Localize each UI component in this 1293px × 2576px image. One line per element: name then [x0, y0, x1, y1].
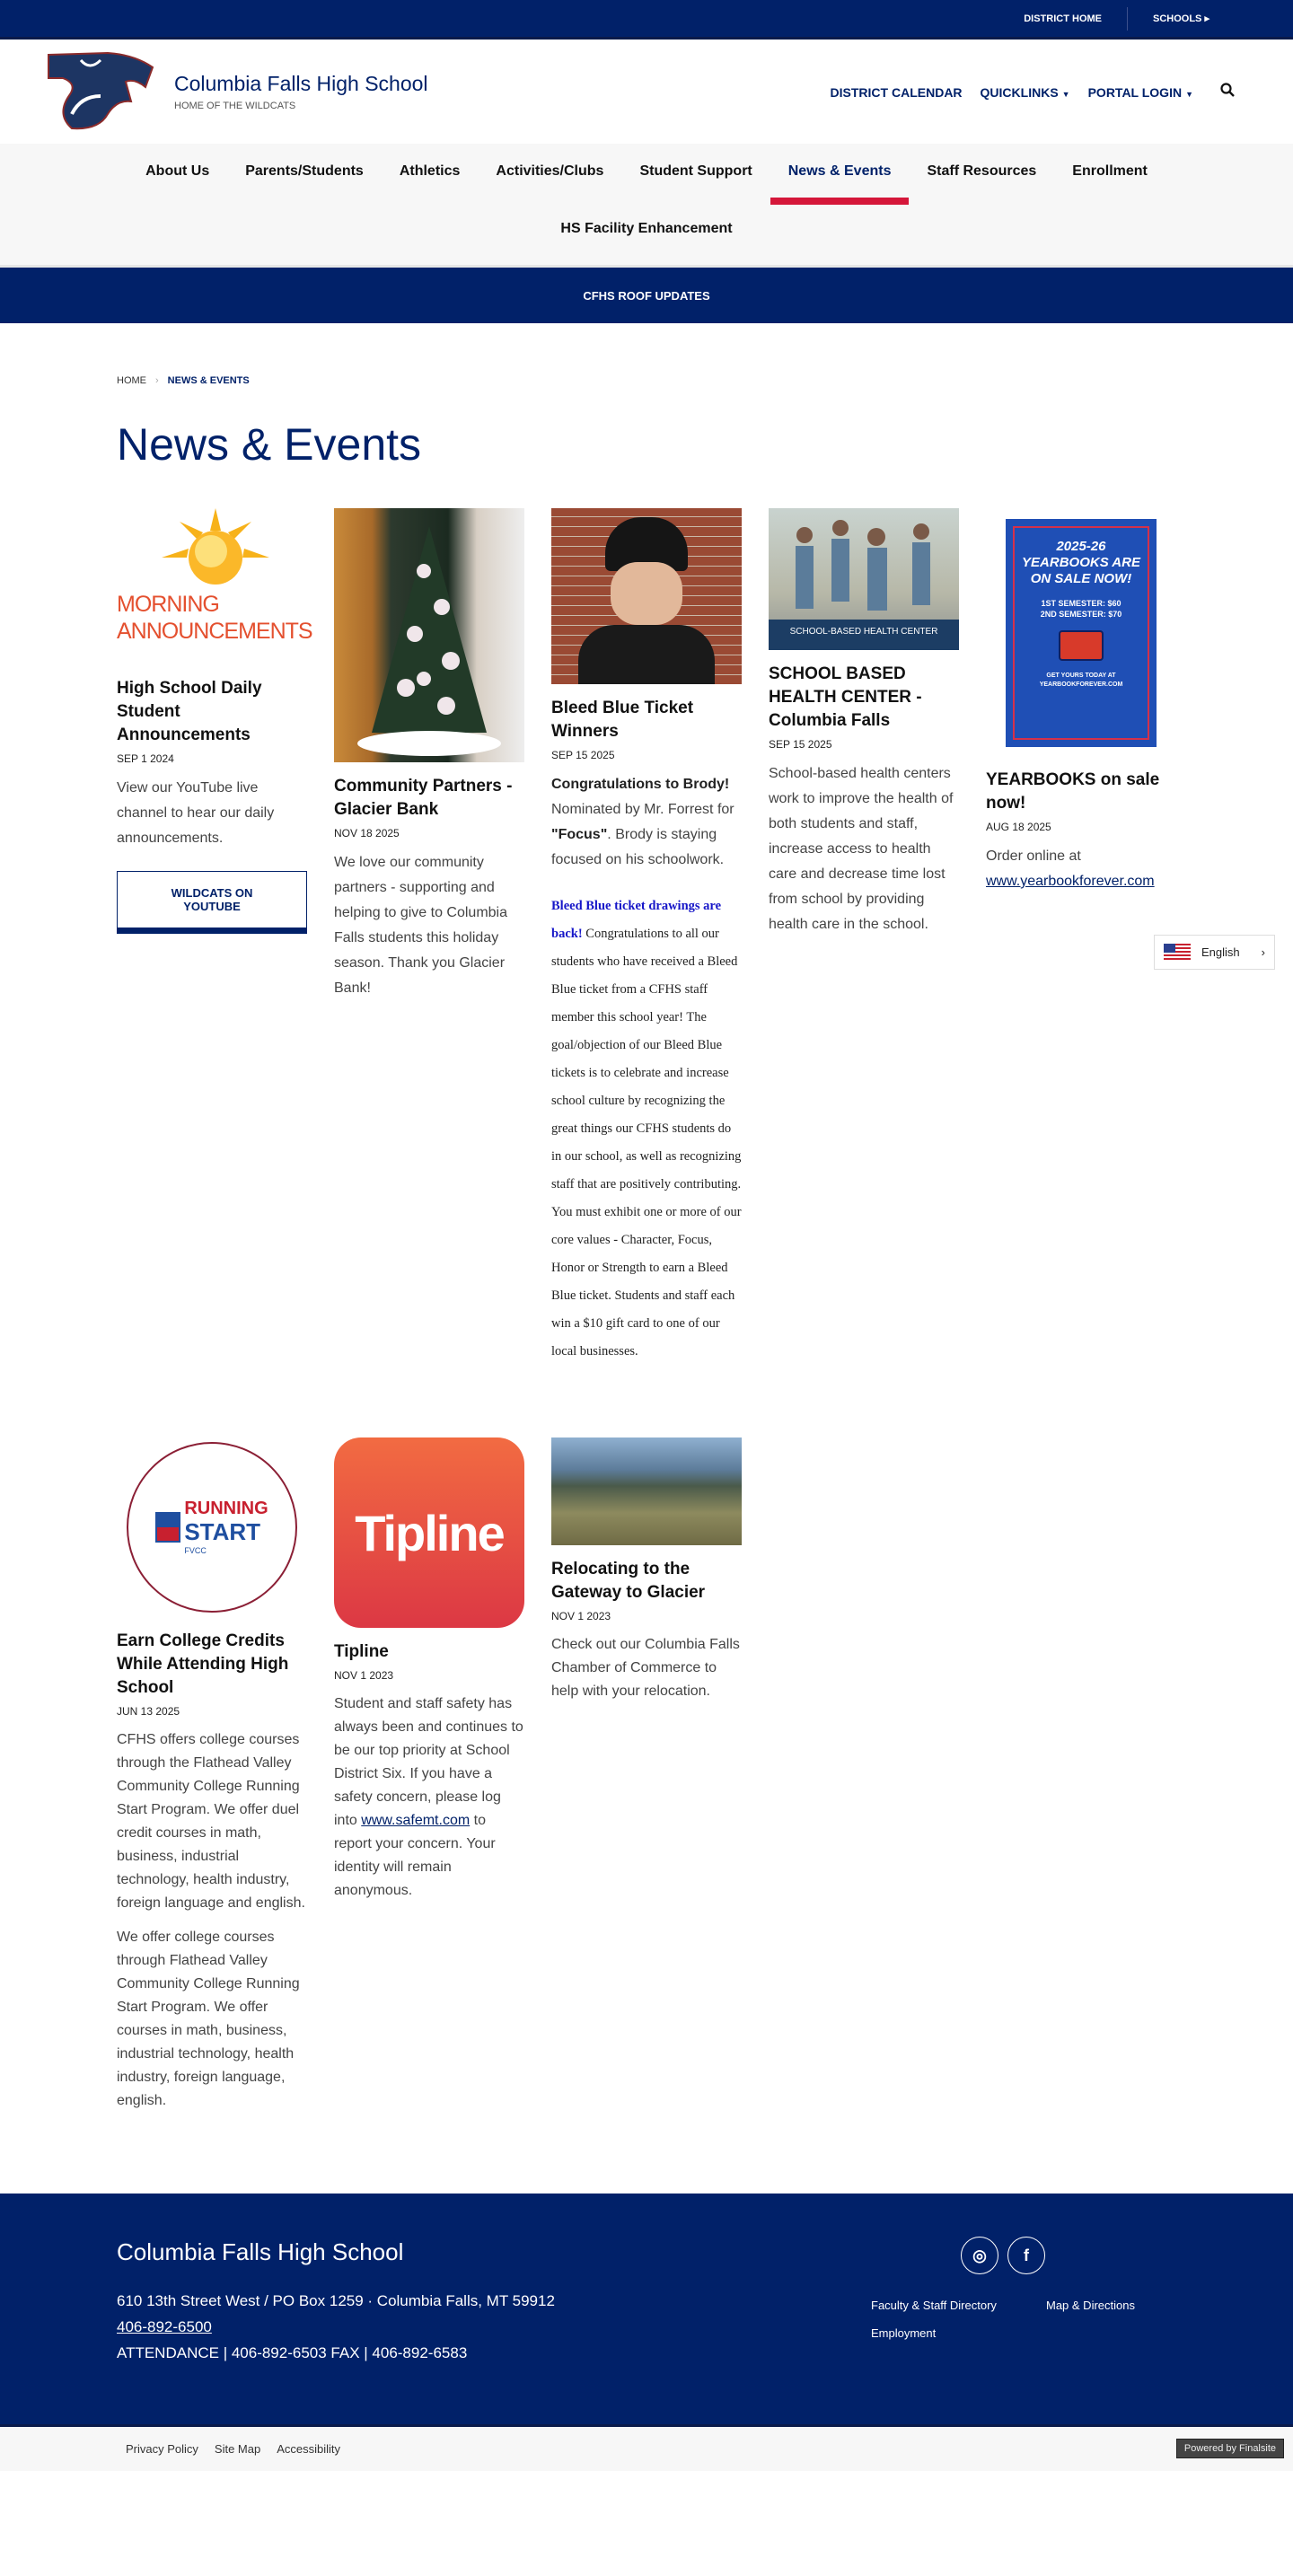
morning-announcements-image[interactable]: [117, 508, 312, 650]
caret-down-icon: ▼: [1061, 89, 1070, 99]
card-date: AUG 18 2025: [986, 821, 1051, 833]
card-body: [334, 1692, 524, 1903]
roof-updates-banner[interactable]: CFHS ROOF UPDATES: [0, 268, 1293, 323]
card-title[interactable]: Bleed Blue Ticket Winners: [551, 699, 694, 741]
card-title[interactable]: Community Partners - Glacier Bank: [334, 777, 513, 819]
card-date: SEP 15 2025: [551, 749, 615, 761]
valley-aerial-photo[interactable]: [551, 1437, 742, 1545]
card-text: Nominated by Mr. Forrest for: [551, 802, 734, 817]
tipline-logo[interactable]: [334, 1437, 524, 1628]
image-text: MORNING: [117, 592, 219, 617]
news-grid-row-1: [0, 508, 1293, 1366]
card-body: School-based health centers work to improve the health of both students and staff, increase access to health care and decrease time lost from school by providing health care in the school.: [769, 766, 954, 932]
image-text: ANNOUNCEMENTS: [117, 619, 312, 644]
site-footer: [0, 2194, 1293, 2427]
card-date: SEP 1 2024: [117, 752, 174, 765]
card-emphasis: "Focus": [551, 827, 608, 842]
site-header: [0, 40, 1293, 144]
bottom-bar: [0, 2427, 1293, 2471]
quicklinks-label: QUICKLINKS: [980, 84, 1059, 100]
site-map-link[interactable]: Site Map: [214, 2442, 261, 2456]
yearbook-link[interactable]: www.yearbookforever.com: [986, 874, 1155, 889]
news-card: [117, 508, 312, 934]
chevron-right-icon: ›: [1261, 945, 1265, 959]
camera-icon: [1059, 630, 1104, 661]
card-title[interactable]: High School Daily Student Announcements: [117, 679, 262, 744]
fvcc-mark-icon: [155, 1512, 180, 1543]
student-photo[interactable]: [551, 508, 742, 684]
running-start-logo[interactable]: [117, 1437, 307, 1617]
card-title[interactable]: SCHOOL BASED HEALTH CENTER - Columbia Falls: [769, 664, 922, 730]
card-date: SEP 15 2025: [769, 738, 832, 751]
instagram-icon[interactable]: ◎: [961, 2237, 998, 2274]
schools-dropdown[interactable]: [1128, 13, 1235, 24]
facebook-icon[interactable]: f: [1007, 2237, 1045, 2274]
card-date: NOV 1 2023: [551, 1610, 611, 1622]
card-headline: Bleed Blue ticket drawings are back!: [551, 899, 722, 941]
breadcrumb-home[interactable]: HOME: [117, 375, 146, 386]
logo-text: START: [184, 1518, 261, 1545]
card-body-extended: [551, 892, 742, 1366]
utility-bar: [0, 0, 1293, 40]
card-body: We love our community partners - supporting and helping to give to Columbia Falls students this holiday season. Thank you Glacier Bank!: [334, 855, 508, 996]
news-card: [117, 1437, 307, 2113]
portal-login-dropdown[interactable]: [1088, 85, 1193, 100]
nav-enrollment[interactable]: Enrollment: [1072, 163, 1148, 179]
card-title[interactable]: Earn College Credits While Attending High School: [117, 1631, 289, 1697]
card-date: NOV 18 2025: [334, 827, 400, 840]
card-title[interactable]: YEARBOOKS on sale now!: [986, 770, 1160, 813]
news-card: [769, 508, 959, 937]
search-icon[interactable]: [1220, 83, 1235, 101]
card-text: Order online at: [986, 848, 1081, 864]
card-body: CFHS offers college courses through the Flathead Valley Community College Running Start Program. We offer duel credit courses in math, business, industrial technology, health industry, foreign language and english.: [117, 1732, 305, 1911]
safemt-link[interactable]: www.safemt.com: [361, 1813, 471, 1828]
chevron-right-icon: ›: [155, 375, 159, 386]
us-flag-icon: [1164, 944, 1191, 962]
news-card: [986, 508, 1176, 894]
footer-address: 610 13th Street West / PO Box 1259 · Columbia Falls, MT 59912: [117, 2292, 555, 2309]
employment-link[interactable]: Employment: [871, 2326, 937, 2340]
footer-address-block: [117, 2288, 555, 2366]
health-center-image[interactable]: [769, 508, 959, 650]
quicklinks-dropdown[interactable]: [981, 85, 1070, 100]
card-body: Check out our Columbia Falls Chamber of Commerce to help with your relocation.: [551, 1637, 740, 1699]
card-body: We offer college courses through Flathead Valley Community College Running Start Program. We offer courses in math, business, industrial technology, health industry, foreign language, english.: [117, 1930, 300, 2108]
card-title[interactable]: Relocating to the Gateway to Glacier: [551, 1560, 706, 1602]
card-text: . Brody is staying focused on his schoolwork.: [551, 827, 725, 867]
school-tagline: HOME OF THE WILDCATS: [174, 101, 296, 111]
card-body: [986, 844, 1176, 894]
schools-label: SCHOOLS: [1153, 13, 1202, 24]
news-grid-row-2: [0, 1437, 1293, 2113]
card-title[interactable]: Tipline: [334, 1642, 389, 1661]
card-lead: Congratulations to Brody!: [551, 777, 730, 792]
caret-down-icon: ▼: [1185, 89, 1193, 99]
card-text: to report your concern. Your identity will remain anonymous.: [334, 1813, 496, 1898]
logo-text: Tipline: [355, 1504, 504, 1561]
nav-student-support[interactable]: Student Support: [639, 163, 752, 179]
page-title: News & Events: [117, 419, 422, 470]
language-label: English: [1201, 945, 1240, 959]
privacy-policy-link[interactable]: Privacy Policy: [126, 2442, 198, 2456]
poster-price: 2ND SEMESTER: $70: [1040, 610, 1122, 619]
card-text: Congratulations to all our students who have received a Bleed Blue ticket from a CFHS staff member this school year! The goal/objection of our Bleed Blue tickets is to celebrate and increase school culture by recognizing the great things our CFHS students do in our school, as well as recognizing staff that are positively contributing. You must exhibit one or more of our core values - Character, Focus, Honor or Strength to earn a Bleed Blue ticket. Students and staff each win a $10 gift card to one of our local businesses.: [551, 927, 742, 1358]
faculty-staff-directory-link[interactable]: Faculty & Staff Directory: [871, 2299, 997, 2312]
caret-right-icon: ▸: [1204, 13, 1209, 24]
portal-login-label: PORTAL LOGIN: [1087, 84, 1183, 100]
breadcrumb-current: NEWS & EVENTS: [167, 375, 250, 386]
powered-by-finalsite-badge[interactable]: Powered by Finalsite: [1176, 2439, 1284, 2458]
footer-school-name: Columbia Falls High School: [117, 2238, 404, 2265]
footer-phone-link[interactable]: 406-892-6500: [117, 2318, 212, 2335]
card-text: Student and staff safety has always been and continues to be our top priority at School District Six. If you have a safety concern, please log into: [334, 1696, 523, 1828]
nav-about-us[interactable]: About Us: [145, 163, 210, 179]
nav-news-events[interactable]: News & Events: [770, 144, 910, 205]
nav-activities-clubs[interactable]: Activities/Clubs: [496, 163, 604, 179]
news-card: [551, 1437, 742, 1703]
news-card: [334, 1437, 524, 1903]
main-nav: [0, 144, 1293, 268]
school-name[interactable]: Columbia Falls High School: [174, 72, 428, 95]
news-card: [334, 508, 524, 1001]
image-caption: SCHOOL-BASED HEALTH CENTER: [769, 620, 959, 650]
yearbook-poster[interactable]: [1006, 519, 1157, 747]
accessibility-link[interactable]: Accessibility: [277, 2442, 341, 2456]
map-directions-link[interactable]: Map & Directions: [1046, 2299, 1135, 2312]
card-body: [551, 772, 742, 873]
wildcat-logo[interactable]: [45, 51, 160, 132]
logo-text: RUNNING: [184, 1499, 268, 1518]
card-body: View our YouTube live channel to hear our daily announcements.: [117, 780, 275, 846]
poster-headline: 2025-26 YEARBOOKS ARE ON SALE NOW!: [1022, 539, 1140, 586]
logo-text: FVCC: [184, 1546, 207, 1555]
language-selector[interactable]: [1154, 935, 1275, 970]
poster-price: 1ST SEMESTER: $60: [1041, 599, 1121, 608]
card-date: NOV 1 2023: [334, 1669, 394, 1682]
christmas-tree-photo[interactable]: [334, 508, 524, 762]
nav-athletics[interactable]: Athletics: [399, 163, 461, 179]
nav-staff-resources[interactable]: Staff Resources: [927, 163, 1037, 179]
poster-footer: GET YOURS TODAY AT YEARBOOKFOREVER.COM: [1039, 673, 1123, 688]
district-home-link[interactable]: DISTRICT HOME: [1024, 13, 1102, 24]
district-calendar-link[interactable]: DISTRICT CALENDAR: [830, 84, 963, 100]
news-card: [551, 508, 742, 1366]
breadcrumb: [0, 323, 1293, 386]
footer-attendance: ATTENDANCE | 406-892-6503 FAX | 406-892-6583: [117, 2344, 468, 2361]
wildcats-youtube-button[interactable]: WILDCATS ON YOUTUBE: [117, 871, 307, 934]
nav-hs-facility-enhancement[interactable]: HS Facility Enhancement: [560, 221, 733, 236]
nav-parents-students[interactable]: Parents/Students: [245, 163, 364, 179]
card-date: JUN 13 2025: [117, 1705, 180, 1718]
